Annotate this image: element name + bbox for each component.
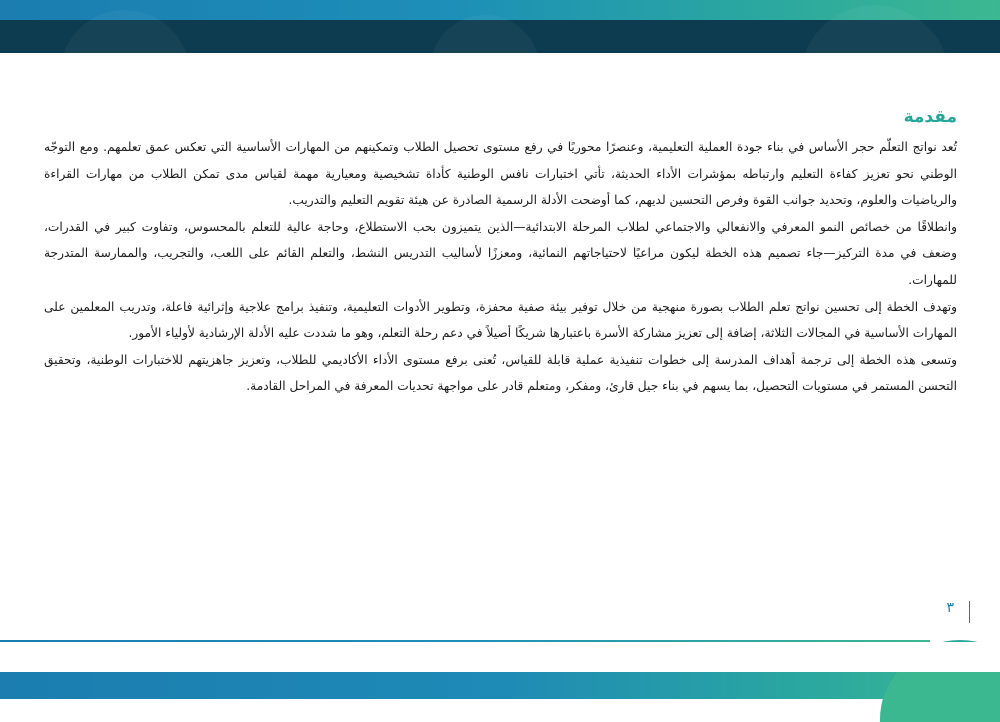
footer-line (0, 640, 930, 642)
paragraph-1: تُعد نواتج التعلّم حجر الأساس في بناء جودة العملية التعليمية، وعنصرًا محوريًا في رفع مستوى تحصيل الطلاب وتمكينهم من المهارات الأساسية التي تعكس عمق تعلمهم. ومع التوجّه الوطني نحو تعزيز كفاءة التعليم وارتباطه بمؤشرات الأداء الحديثة، تأتي اختبارات نافس الوطنية كأداة تشخيصية ومعيارية مهمة لقياس مدى تمكن الطلاب من مهارات القراءة والرياضيات والعلوم، وتحديد جوانب القوة وفرص التحسين لديهم، كما أوضحت الأدلة الرسمية الصادرة عن هيئة تقويم التعليم والتدريب. (44, 140, 957, 208)
header-decor-circle (430, 15, 540, 53)
section-title: مقدمة (903, 107, 957, 127)
paragraph-3: وتهدف الخطة إلى تحسين نواتج تعلم الطلاب بصورة منهجية من خلال توفير بيئة صفية محفزة، وتطوير الأدوات التعليمية، وتنفيذ برامج علاجية وإثرائية فاعلة، وتدريب المعلمين على المهارات الأساسية في المجالات الثلاثة، إضافة إلى تعزيز مشاركة الأسرة باعتبارها شريكًا أصيلاً في دعم رحلة التعلم، وهو ما شددت عليه الأدلة الإرشادية لأولياء الأمور. (44, 299, 957, 341)
footer-curve-mask (882, 642, 1000, 672)
page-number-divider (969, 601, 970, 623)
header-band (0, 0, 1000, 53)
paragraph-4: وتسعى هذه الخطة إلى ترجمة أهداف المدرسة إلى خطوات تنفيذية عملية قابلة للقياس، تُعنى برفع مستوى الأداء الأكاديمي للطلاب، وتعزيز جاهزيتهم للاختبارات الوطنية، وتحقيق التحسن المستمر في مستويات التحصيل، بما يسهم في بناء جيل قارئ، ومفكر، ومتعلم قادر على مواجهة تحديات المعرفة في المراحل القادمة. (44, 352, 957, 394)
paragraph-2: وانطلاقًا من خصائص النمو المعرفي والانفعالي والاجتماعي لطلاب المرحلة الابتدائية—الذين يتميزون بحب الاستطلاع، وحاجة عالية للتعلم بالمحسوس، وتفاوت كبير في القدرات، وضعف في مدة التركيز—جاء تصميم هذه الخطة ليكون مراعيًا لاحتياجاتهم النمائية، ومعززًا لأساليب التدريس النشط، والتعلم القائم على اللعب، والتجريب، والممارسة المتدرجة للمهارات. (44, 219, 957, 287)
footer-band (0, 672, 1000, 699)
page-number: ٣ (946, 600, 954, 616)
page-content (44, 104, 957, 400)
